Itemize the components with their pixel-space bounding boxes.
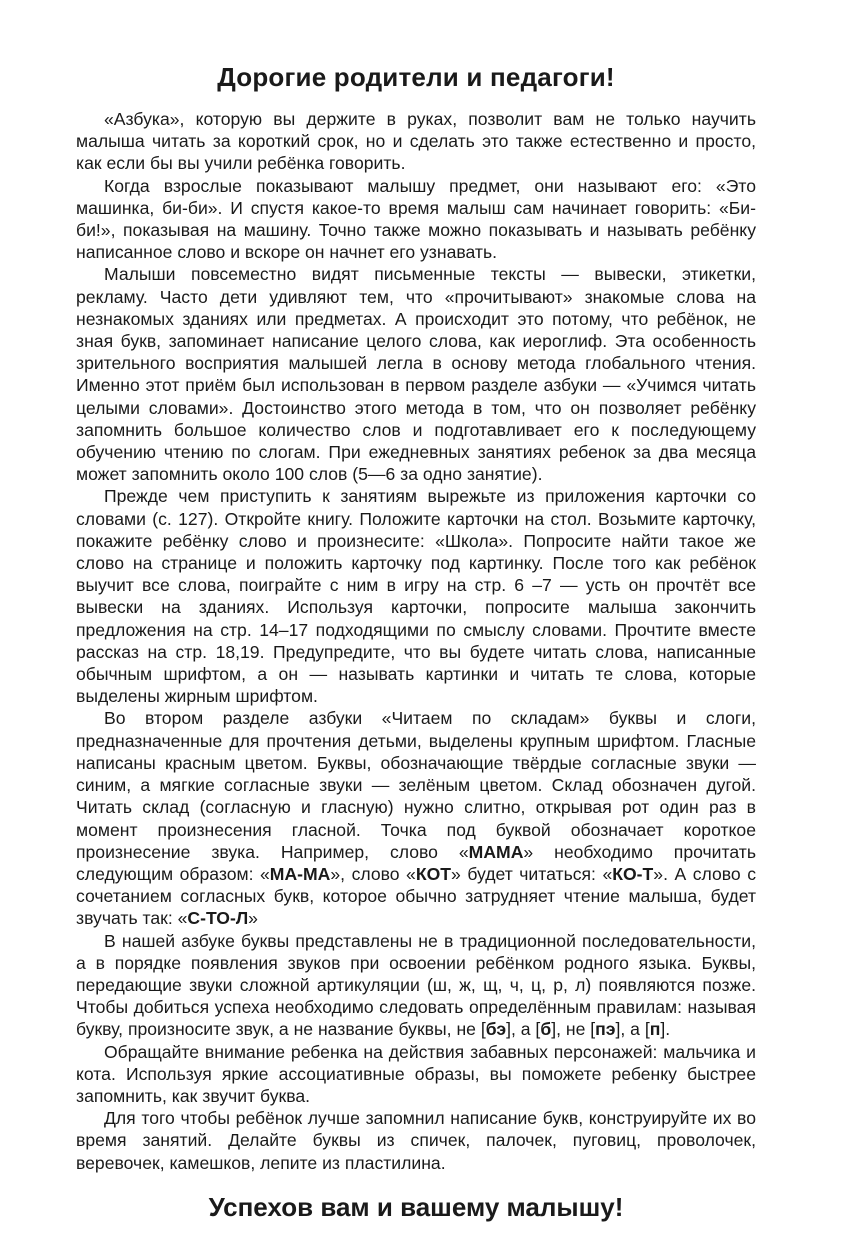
paragraph-text: ].: [660, 1019, 671, 1040]
body-text: [76, 108, 756, 1174]
paragraph-text: Малыши повсеместно видят письменные тексты — вывески, этикетки, рекламу. Часто дети удивляют тем, что «прочитывают» знакомые слова на незнакомых зданиях или предметах. А происходит это потому, что ребёнок, не зная букв, запоминает написание целого слова, как иероглиф. Эта особенность зрительного восприятия малышей легла в основу метода глобального чтения. Именно этот приём был использован в первом разделе азбуки — «Учимся читать целыми словами». Достоинство этого метода в том, что он позволяет ребёнку запомнить большое количество слов и подготавливает его к последующему обучению чтению по слогам. При ежедневных занятиях ребенок за два месяца может запомнить около 100 слов (5—6 за одно занятие).: [76, 264, 756, 485]
paragraph-intro: [76, 108, 756, 175]
paragraph-text: Когда взрослые показывают малышу предмет, они называют его: «Это машинка, би-би». И спустя какое-то время малыш сам начинает говорить: «Би-би!», показывая на машину. Точно также можно показывать и называть ребёнку написанное слово и вскоре он начнет его узнавать.: [76, 175, 756, 263]
paragraph-global-reading: [76, 263, 756, 485]
paragraph-text: Прежде чем приступить к занятиям вырежьте из приложения карточки со словами (с. 127). Откройте книгу. Положите карточки на стол. Возьмите карточку, покажите ребёнку слово и произнесите: «Школа». Попросите найти такое же слово на странице и положить карточку под картинку. После того как ребёнок выучит все слова, поиграйте с ним в игру на стр. 6 –7 — усть он прочтёт все вывески на зданиях. Используя карточки, попросите малыша закончить предложения на стр. 14–17 подходящими по смыслу словами. Прочтите вместе рассказ на стр. 18,19. Предупредите, что вы будете читать слова, написанные обычным шрифтом, а он — называть картинки и читать те слова, которые выделены жирным шрифтом.: [76, 486, 756, 707]
bold-example: б: [540, 1019, 552, 1040]
paragraph-text: ], а [: [506, 1019, 541, 1040]
page-title: Дорогие родители и педагоги!: [217, 62, 615, 92]
bold-example: п: [649, 1019, 661, 1040]
bold-example: С-ТО-Л: [187, 908, 249, 929]
paragraph-text: «Азбука», которую вы держите в руках, позволит вам не только научить малыша читать за короткий срок, но и сделать это также естественно и просто, как если бы вы учили ребёнка говорить.: [76, 109, 756, 174]
paragraph-text: В нашей азбуке буквы представлены не в традиционной последовательности, а в порядке появления звуков при освоении ребёнком родного языка. Буквы, передающие звуки сложной артикуляции (ш, ж, щ, ч, ц, р, л) появляются позже. Чтобы добиться успеха необходимо следовать определённым правилам: называя букву, произносите звук, а не название буквы, не [: [76, 930, 756, 1040]
paragraph-letter-order: [76, 930, 756, 1041]
bold-example: МАМА: [468, 841, 524, 862]
document-page: [76, 60, 756, 1224]
paragraph-text: Обращайте внимание ребенка на действия забавных персонажей: мальчика и кота. Используя яркие ассоциативные образы, вы поможете ребенку быстрее запомнить, как звучит буква.: [76, 1041, 756, 1106]
closing-line: Успехов вам и вашему малышу!: [208, 1191, 624, 1222]
paragraph-text: ], а [: [615, 1019, 650, 1040]
bold-example: пэ: [595, 1019, 616, 1040]
bold-example: бэ: [485, 1019, 507, 1040]
bold-example: КО-Т: [612, 863, 654, 884]
paragraph-cards: [76, 485, 756, 707]
bold-example: КОТ: [415, 863, 452, 884]
paragraph-text: ], не [: [551, 1019, 596, 1040]
paragraph-speech: [76, 175, 756, 264]
paragraph-text: », слово «: [330, 863, 416, 884]
paragraph-text: ». А слово с сочетанием согласных букв, которое обычно затрудняет чтение малыша, будет звучать так: «: [76, 863, 756, 929]
paragraph-characters: [76, 1041, 756, 1108]
paragraph-text: »: [248, 908, 258, 929]
paragraph-text: » будет читаться: «: [451, 863, 613, 884]
paragraph-text: Во втором разделе азбуки «Читаем по складам» буквы и слоги, предназначенные для прочтения детьми, выделены крупным шрифтом. Гласные написаны красным цветом. Буквы, обозначающие твёрдые согласные звуки — синим, а мягкие согласные звуки — зелёным цветом. Склад обозначен дугой. Читать склад (согласную и гласную) нужно слитно, открывая рот один раз в момент произнесения гласной. Точка под буквой обозначает короткое произнесение звука. Например, слово «: [76, 708, 756, 862]
paragraph-text: » необходимо прочитать следующим образом: «: [76, 841, 756, 884]
bold-example: МА-МА: [269, 863, 331, 884]
paragraph-text: Для того чтобы ребёнок лучше запомнил написание букв, конструируйте их во время занятий. Делайте буквы из спичек, палочек, пуговиц, проволочек, веревочек, камешков, лепите из пластилина.: [76, 1108, 756, 1173]
paragraph-syllables: [76, 707, 756, 929]
paragraph-construct: [76, 1107, 756, 1174]
